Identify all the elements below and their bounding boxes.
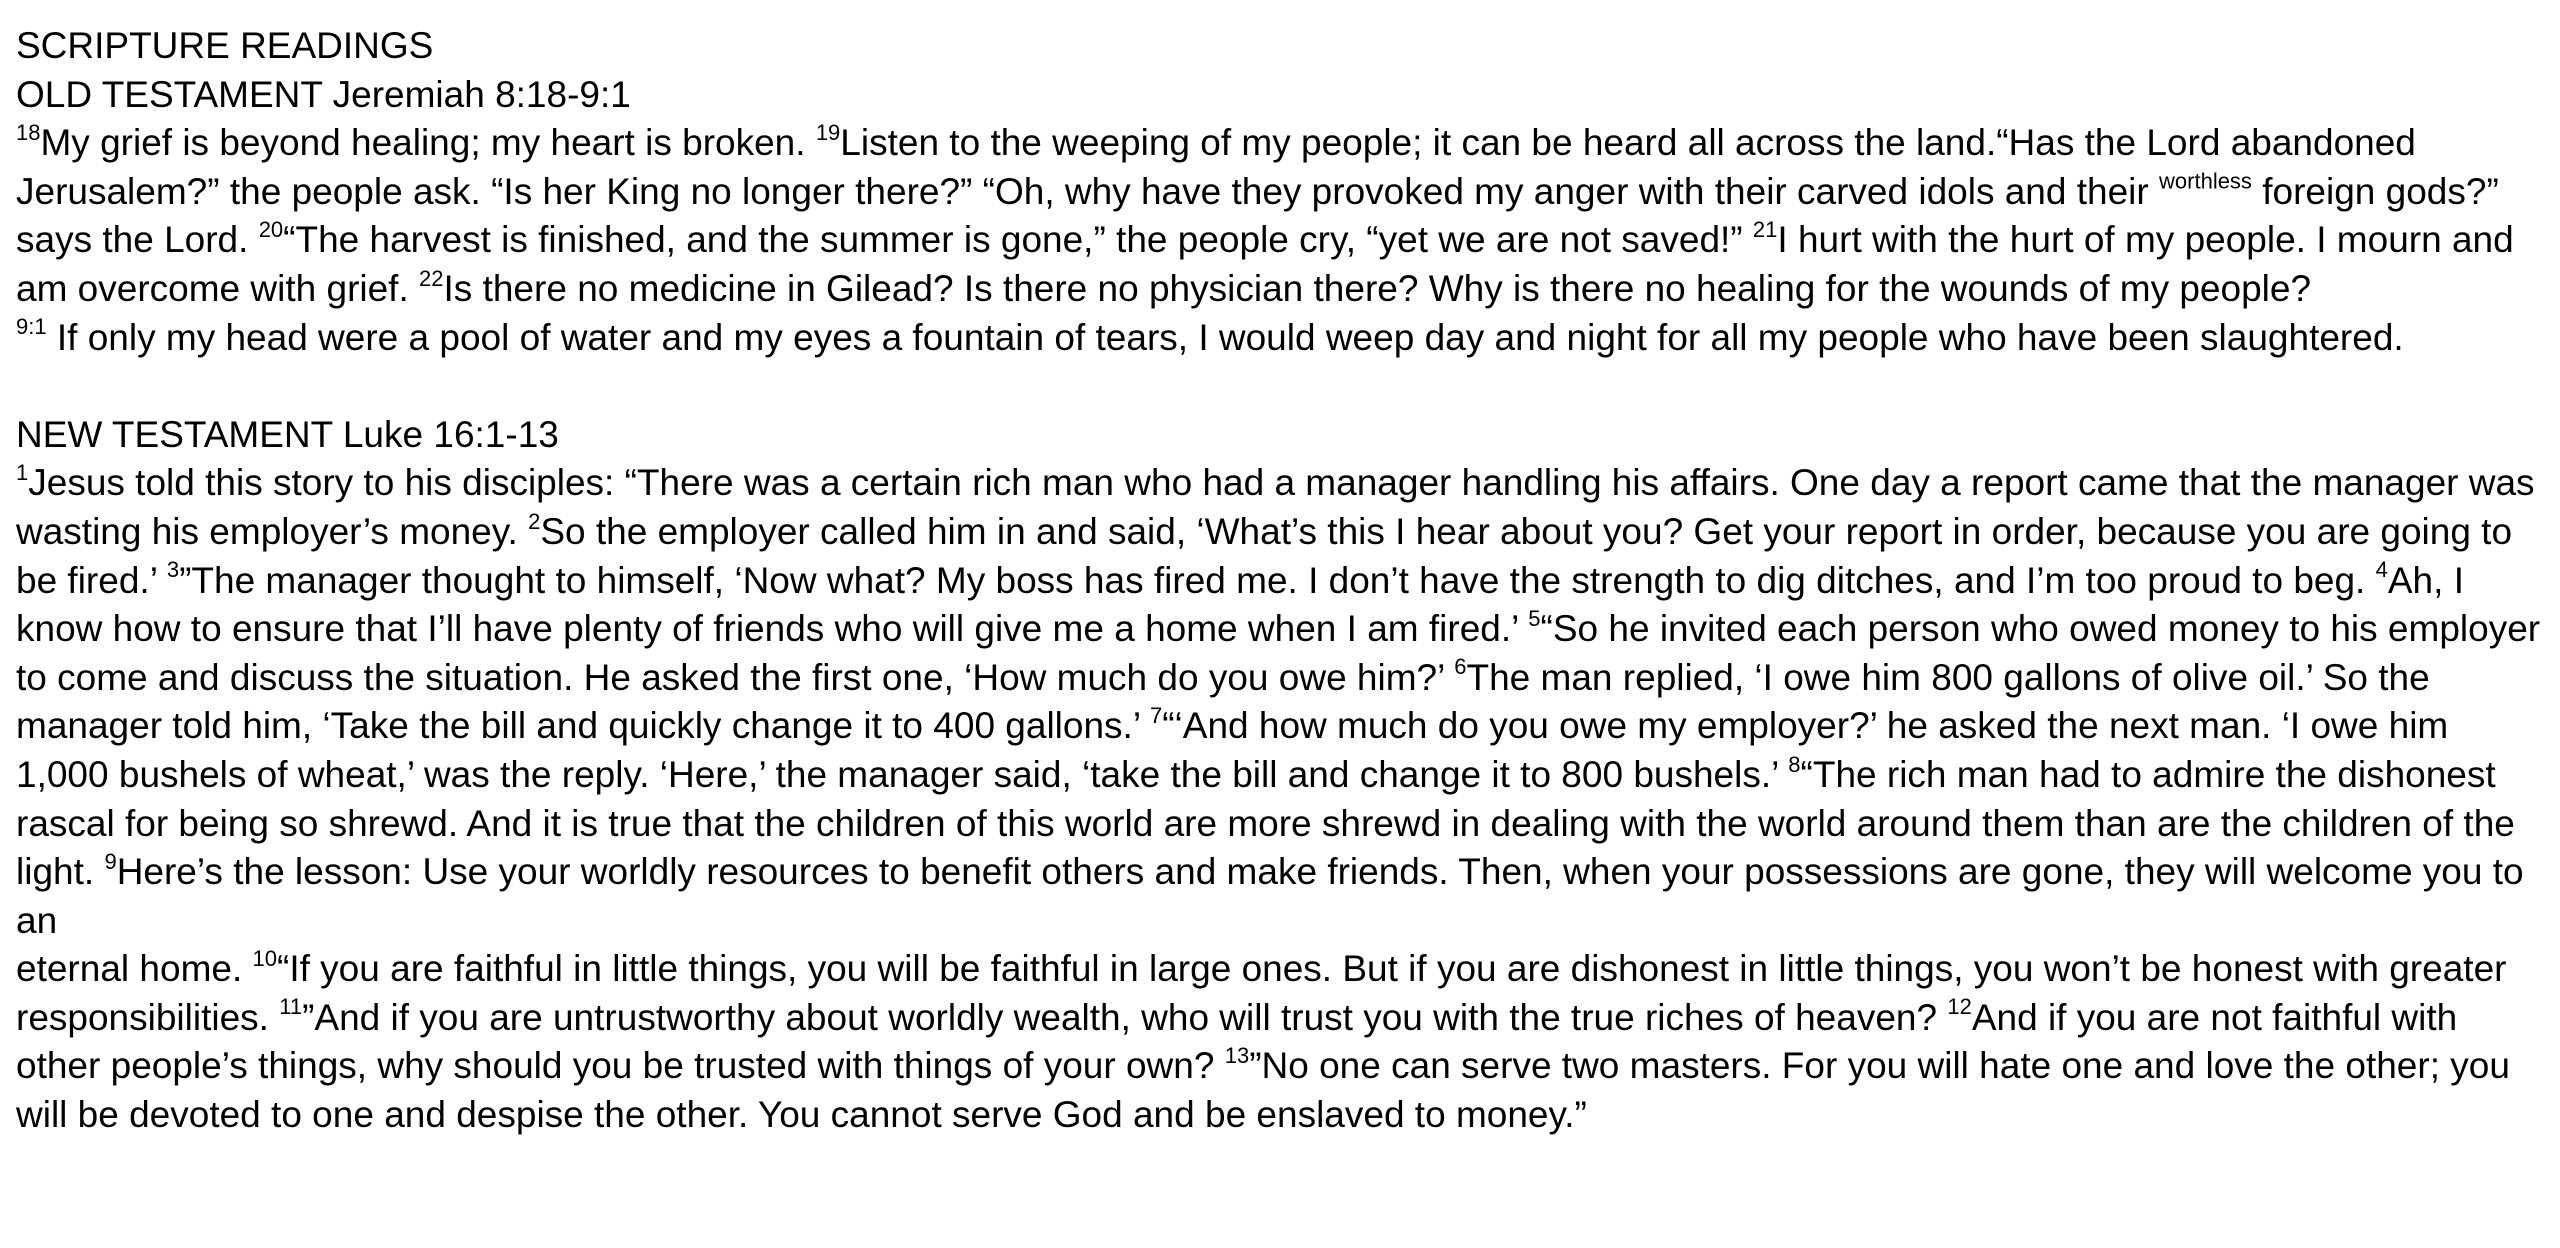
verse-number: 11 (279, 994, 303, 1020)
verse-text: “‘And how much do you owe my employer?’ he asked the next man. ‘I owe him 1,000 bushels of wheat,’ was the reply. ‘Here,’ the manager said, ‘take the bill and change it to 800 bushels.’ (16, 705, 2449, 795)
verse-number: 7 (1149, 702, 1163, 728)
verse-number: 6 (1454, 654, 1467, 680)
verse-number: 22 (419, 265, 444, 291)
verse-text: So the employer called him in and said, ‘What’s this I hear about you? Get your report in order, because you are going to be fired.’ (16, 510, 2513, 601)
verse-text: ”The manager thought to himself, ‘Now what? My boss has fired me. I don’t have the strength to dig ditches, and I’m too proud to beg. (179, 559, 2376, 601)
verse-text: Jesus told this story to his disciples: “There was a certain rich man who had a manager handling his affairs. One day a report came that the manager was wasting his employer’s money. (16, 462, 2535, 552)
verse-number: 3 (166, 557, 180, 583)
verse-number: 10 (252, 945, 278, 971)
old-testament-paragraph-2 (16, 314, 2544, 363)
verse-text: If only my head were a pool of water and my eyes a fountain of tears, I would weep day and night for all my people who have been slaughtered. (46, 316, 2404, 358)
verse-text: Here’s the lesson: Use your worldly resources to benefit others and make friends. Then, when your possessions are gone, they will welcome you to an (16, 851, 2524, 941)
new-testament-paragraph-1 (16, 459, 2544, 945)
old-testament-heading: OLD TESTAMENT Jeremiah 8:18-9:1 (16, 73, 631, 115)
verse-number: 18 (16, 119, 41, 145)
verse-text: “So he invited each person who owed money to his employer to come and discuss the situation. He asked the first one, ‘How much do you owe him?’ (16, 608, 2541, 698)
new-testament-paragraph-2 (16, 945, 2544, 1139)
verse-number: 1 (16, 459, 29, 485)
verse-text: ”No one can serve two masters. For you will hate one and love the other; you will be devoted to one and despise the other. You cannot serve God and be enslaved to money.” (16, 1045, 2510, 1136)
verse-number: 8 (1788, 751, 1801, 777)
verse-text: And if you are not faithful with other people’s things, why should you be trusted with things of your own? (16, 996, 2458, 1087)
verse-number: 4 (2375, 557, 2388, 583)
verse-text: The man replied, ‘I owe him 800 gallons of olive oil.’ So the manager told him, ‘Take the bill and quickly change it to 400 gallons.’ (16, 656, 2430, 747)
verse-text: ”And if you are untrustworthy about worldly wealth, who will trust you with the true riches of heaven? (302, 996, 1948, 1038)
verse-number: 12 (1947, 994, 1972, 1020)
verse-number: 9:1 (16, 314, 47, 340)
verse-number: 19 (815, 119, 841, 145)
verse-text: “If you are faithful in little things, you will be faithful in large ones. But if you are dishonest in little things, you won’t be honest with greater responsibilities. (16, 948, 2507, 1038)
verse-number: 2 (528, 508, 541, 534)
verse-text: “The harvest is finished, and the summer is gone,” the people cry, “yet we are not saved!” (283, 219, 1753, 261)
old-testament-paragraph-1 (16, 119, 2544, 313)
verse-text: “The rich man had to admire the dishonest rascal for being so shrewd. And it is true that the children of this world are more shrewd in dealing with the world around them than are the children of the light. (16, 753, 2515, 893)
verse-text: eternal home. (16, 948, 253, 990)
verse-text: Listen to the weeping of my people; it can be heard all across the land.“Has the Lord abandoned Jerusalem?” the people ask. “Is her King no longer there?” “Oh, why have they provoked my anger with their carved idols and their (16, 122, 2416, 212)
verse-text: Is there no medicine in Gilead? Is there no physician there? Why is there no healing for the wounds of my people? (443, 267, 2312, 309)
verse-text: Ah, I know how to ensure that I’ll have plenty of friends who will give me a home when I am fired.’ (16, 559, 2464, 650)
verse-number: 20 (258, 216, 284, 242)
new-testament-heading: NEW TESTAMENT Luke 16:1-13 (16, 413, 559, 455)
verse-text: I hurt with the hurt of my people. I mourn and am overcome with grief. (16, 219, 2514, 309)
verse-text: My grief is beyond healing; my heart is broken. (40, 122, 816, 164)
section-spacer (16, 362, 2544, 411)
superscript-word: worthless (2159, 168, 2252, 194)
verse-number: 21 (1752, 216, 1778, 242)
verse-number: 9 (104, 848, 117, 874)
verse-text: foreign gods?” says the Lord. (16, 170, 2499, 261)
verse-number: 5 (1528, 605, 1541, 631)
document-title: SCRIPTURE READINGS (16, 25, 434, 66)
verse-number: 13 (1224, 1043, 1250, 1069)
